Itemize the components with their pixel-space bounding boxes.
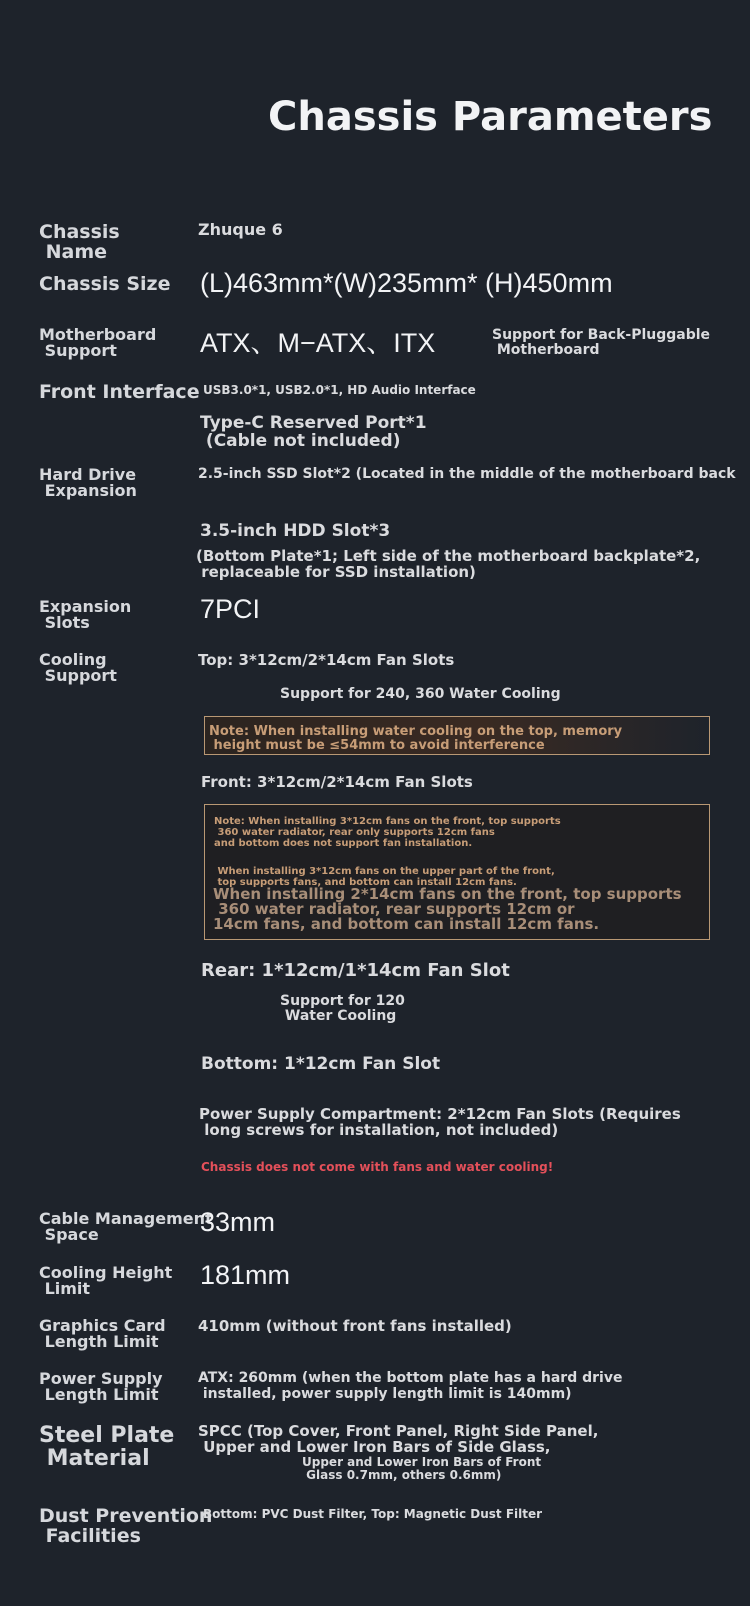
label-cooling-height-limit: Cooling Height Limit (39, 1263, 173, 1298)
label-cooling-support: Cooling Support (39, 650, 117, 685)
cooling-bottom: Bottom: 1*12cm Fan Slot (201, 1054, 441, 1074)
label-front-interface: Front Interface (39, 381, 200, 403)
front-fan-note-2: When installing 3*12cm fans on the upper part of the front, top supports fans, and bottom can install 12cm fans. (217, 866, 555, 888)
cooling-top: Top: 3*12cm/2*14cm Fan Slots (198, 651, 455, 669)
cable-management-space-value: 33mm (200, 1207, 276, 1237)
power-supply-length-limit-value: ATX: 260mm (when the bottom plate has a hard drive installed, power supply length limit is 140mm) (198, 1370, 623, 1402)
chassis-name-value: Zhuque 6 (198, 220, 283, 239)
psu-compartment: Power Supply Compartment: 2*12cm Fan Slots (Requires long screws for installation, not included) (199, 1105, 681, 1139)
motherboard-support-value: ATX、M−ATX、ITX (200, 328, 436, 358)
label-chassis-name: Chassis Name (39, 221, 120, 263)
type-c-port: Type-C Reserved Port*1 (Cable not included) (200, 413, 427, 451)
graphics-card-length-limit-value: 410mm (without front fans installed) (198, 1317, 512, 1335)
steel-plate-material-detail: Upper and Lower Iron Bars of Front Glass 0.7mm, others 0.6mm) (302, 1455, 542, 1482)
page-title: Chassis Parameters (268, 94, 713, 140)
expansion-slots-value: 7PCI (200, 594, 261, 624)
front-fan-note-1: Note: When installing 3*12cm fans on the front, top supports 360 water radiator, rear only supports 12cm fans and bottom does not support fan installation. (214, 816, 561, 849)
cooling-height-limit-value: 181mm (200, 1260, 291, 1290)
cooling-rear-water: Support for 120 Water Cooling (280, 993, 405, 1024)
no-fans-warning: Chassis does not come with fans and water cooling! (201, 1160, 554, 1174)
cooling-rear: Rear: 1*12cm/1*14cm Fan Slot (201, 960, 510, 981)
chassis-size-value: (L)463mm*(W)235mm* (H)450mm (200, 268, 613, 298)
label-cable-management-space: Cable Management Space (39, 1209, 213, 1244)
label-graphics-card-length-limit: Graphics Card Length Limit (39, 1316, 166, 1351)
label-expansion-slots: Expansion Slots (39, 597, 132, 632)
label-dust-prevention-facilities: Dust Prevention Facilities (39, 1505, 213, 1547)
label-steel-plate-material: Steel Plate Material (39, 1423, 175, 1471)
label-motherboard-support: Motherboard Support (39, 325, 157, 360)
front-fan-note-3: When installing 2*14cm fans on the front, top supports 360 water radiator, rear supports 12cm or 14cm fans, and bottom can install 12cm fans. (213, 885, 682, 933)
dust-prevention-facilities-value: Bottom: PVC Dust Filter, Top: Magnetic Dust Filter (203, 1507, 543, 1521)
hdd-slot: 3.5-inch HDD Slot*3 (200, 521, 391, 541)
label-power-supply-length-limit: Power Supply Length Limit (39, 1369, 163, 1404)
steel-plate-material-value: SPCC (Top Cover, Front Panel, Right Side Panel, Upper and Lower Iron Bars of Side Glass, (198, 1422, 599, 1456)
motherboard-note: Support for Back-Pluggable Motherboard (492, 327, 711, 358)
ssd-slot: 2.5-inch SSD Slot*2 (Located in the middle of the motherboard back (198, 466, 736, 482)
cooling-top-water: Support for 240, 360 Water Cooling (280, 686, 561, 702)
hdd-detail: (Bottom Plate*1; Left side of the motherboard backplate*2, replaceable for SSD installation) (196, 547, 701, 581)
cooling-front: Front: 3*12cm/2*14cm Fan Slots (201, 773, 473, 791)
label-chassis-size: Chassis Size (39, 273, 171, 295)
front-interface-value: USB3.0*1, USB2.0*1, HD Audio Interface (203, 383, 476, 397)
label-hard-drive-expansion: Hard Drive Expansion (39, 465, 137, 500)
top-water-cooling-note: Note: When installing water cooling on the top, memory height must be ≤54mm to avoid interference (209, 724, 623, 753)
